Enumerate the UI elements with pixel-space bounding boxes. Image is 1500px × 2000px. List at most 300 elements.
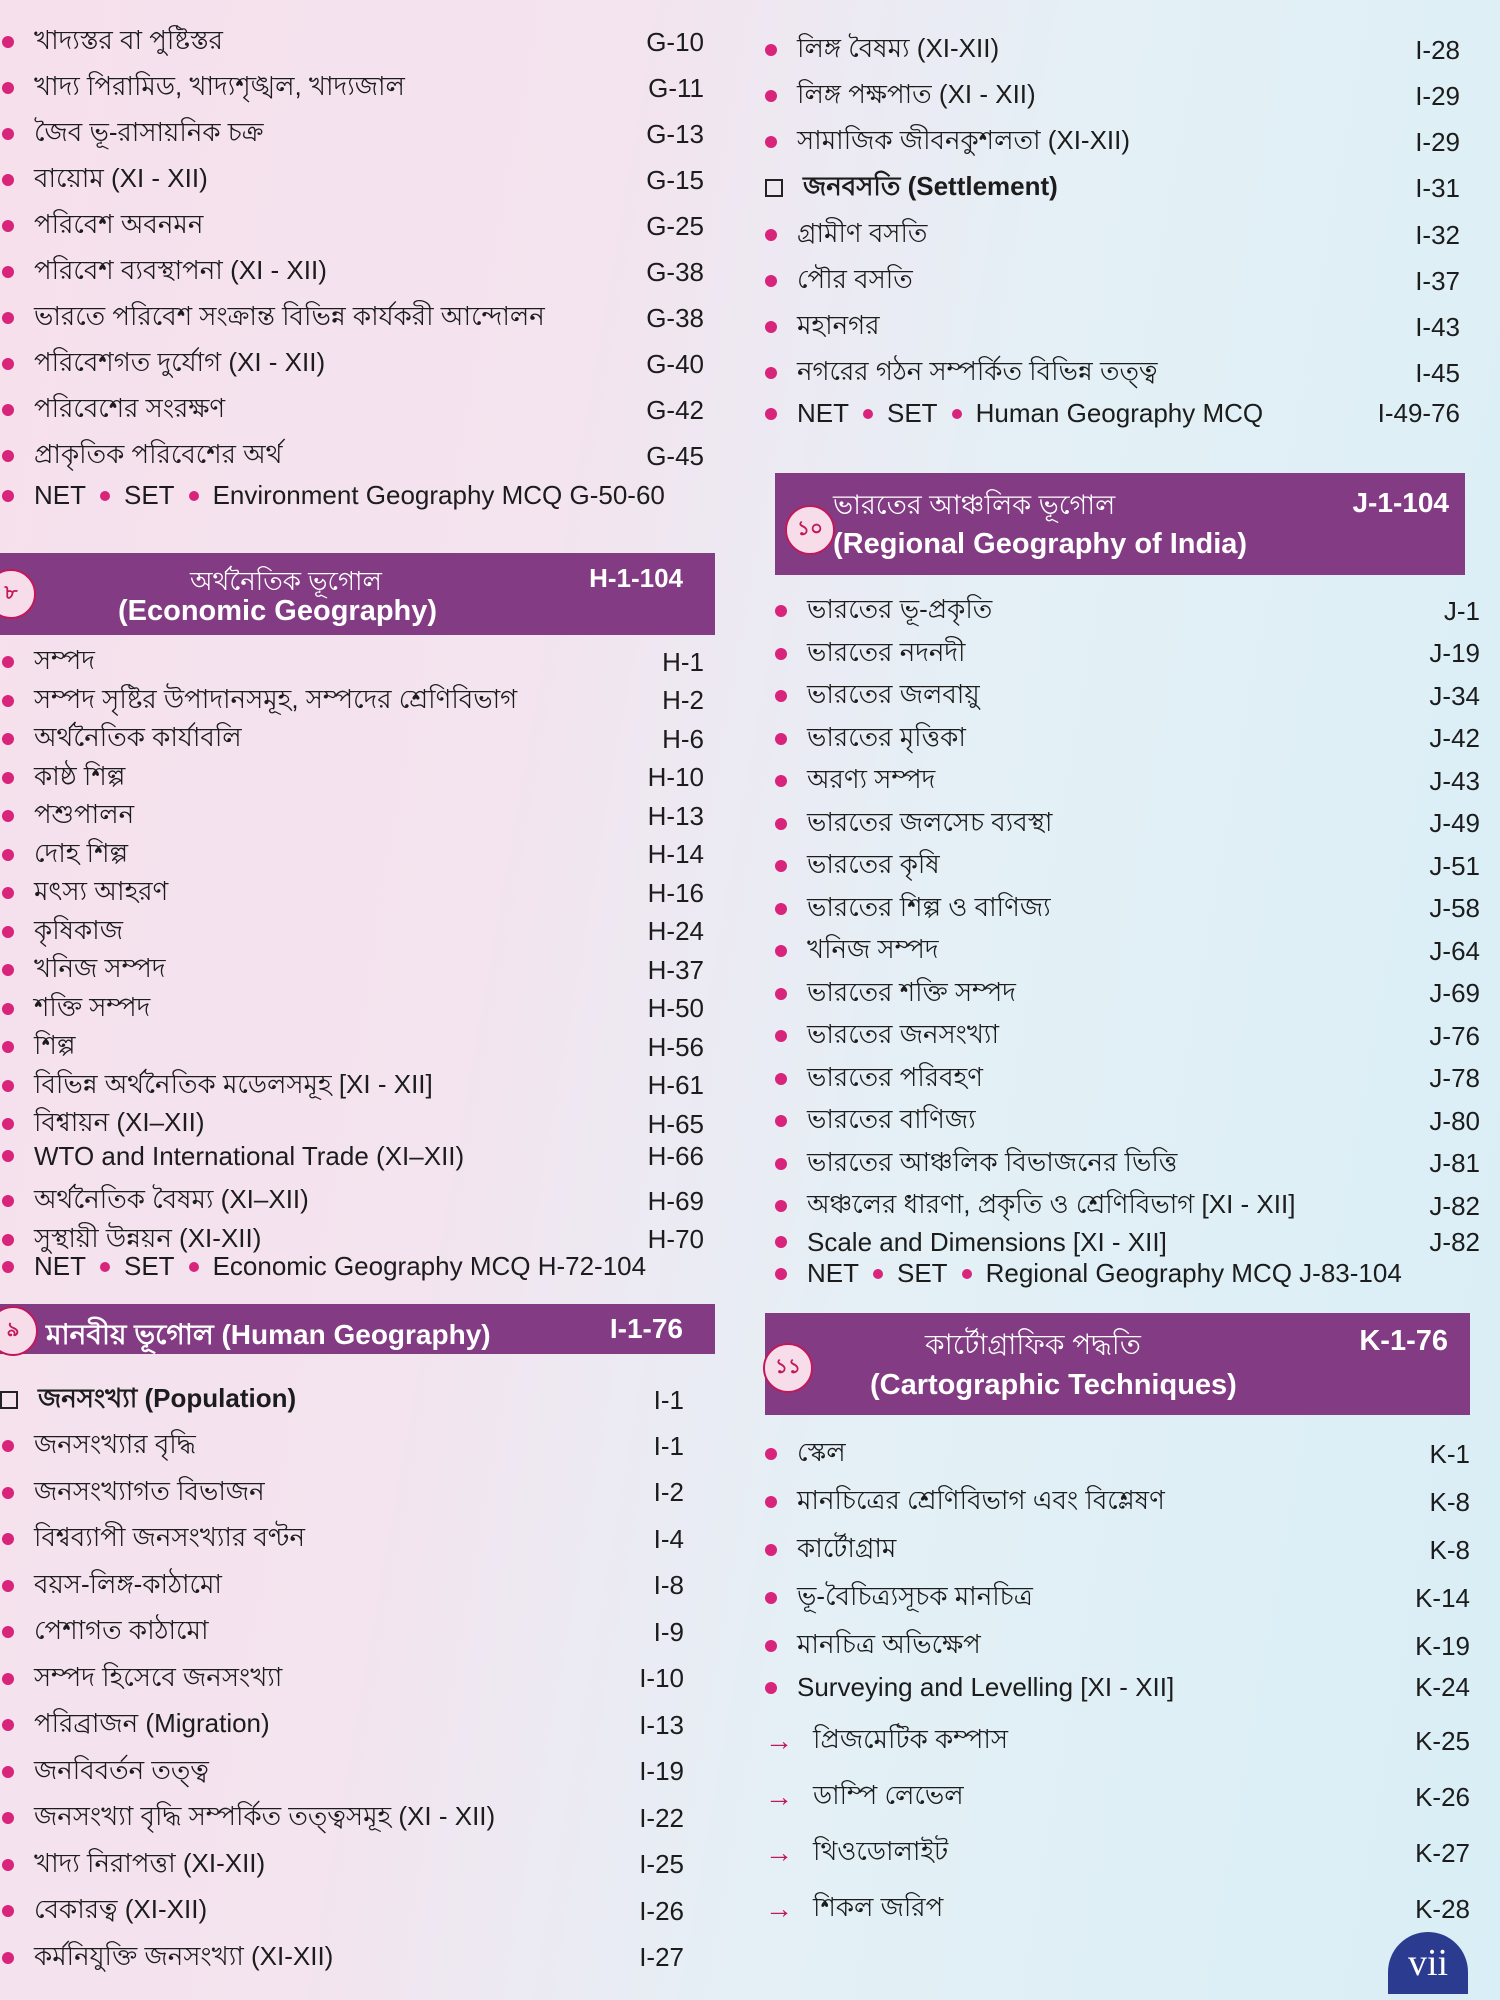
mcq-set: SET xyxy=(887,398,938,428)
bullet-icon xyxy=(962,1269,972,1279)
entry-page: I-1 xyxy=(653,1430,684,1461)
entry-left xyxy=(765,305,880,349)
toc-entry[interactable] xyxy=(2,1703,684,1747)
section-title: মানবীয় ভূগোল (Human Geography) xyxy=(46,1319,491,1350)
bullet-icon xyxy=(2,450,14,462)
toc-entry[interactable] xyxy=(2,342,704,386)
bullet-icon xyxy=(2,810,14,822)
entry-left xyxy=(2,20,223,64)
bullet-icon xyxy=(2,733,14,745)
mcq-line[interactable] xyxy=(2,1251,704,1282)
entry-left xyxy=(765,1719,1008,1763)
entry-title: জৈব ভূ-রাসায়নিক চক্র xyxy=(34,117,264,147)
bullet-icon xyxy=(2,1580,14,1592)
bullet-icon xyxy=(765,408,777,420)
entry-left xyxy=(775,632,966,676)
entry-title: শিকল জরিপ xyxy=(813,1892,944,1922)
entry-page: G-13 xyxy=(646,118,704,149)
toc-entry[interactable] xyxy=(2,1471,684,1515)
entry-left xyxy=(775,1227,1167,1258)
toc-entry[interactable] xyxy=(765,259,1460,303)
toc-entry[interactable] xyxy=(775,632,1480,676)
toc-entry[interactable] xyxy=(765,305,1460,349)
entry-page: K-26 xyxy=(1415,1781,1470,1812)
entry-page: I-25 xyxy=(639,1849,684,1879)
entry-page: I-8 xyxy=(653,1570,684,1600)
entry-title: ভারতের জলসেচ ব্যবস্থা xyxy=(807,806,1053,837)
entry-left xyxy=(2,434,283,478)
section-header xyxy=(765,1313,1470,1415)
entry-page: J-82 xyxy=(1429,1226,1480,1257)
entry-title: খাদ্য নিরাপত্তা (XI-XII) xyxy=(34,1847,266,1878)
bullet-icon xyxy=(2,1261,14,1273)
entry-left xyxy=(765,1576,1033,1620)
mcq-subject: Environment Geography MCQ G-50-60 xyxy=(212,480,665,510)
toc-entry[interactable] xyxy=(2,1025,704,1069)
entry-page: G-11 xyxy=(648,72,704,103)
arrow-right-icon: → xyxy=(765,1781,793,1812)
entry-page: I-31 xyxy=(1415,172,1460,203)
entry-left xyxy=(765,1672,1174,1703)
toc-entry[interactable] xyxy=(2,1889,684,1933)
entry-left xyxy=(765,166,1058,210)
toc-entry[interactable] xyxy=(775,1099,1480,1143)
toc-entry[interactable] xyxy=(2,66,704,110)
entry-page: H-1 xyxy=(662,646,704,677)
entry-left xyxy=(765,259,913,303)
bullet-icon xyxy=(2,695,14,707)
entry-title: ভারতের জলবায়ু xyxy=(807,679,980,709)
entry-left xyxy=(2,833,128,877)
mcq-net: NET xyxy=(807,1258,859,1288)
toc-entry[interactable] xyxy=(2,833,704,877)
entry-title: ভারতের শক্তি সম্পদ xyxy=(807,976,1016,1007)
entry-page: I-2 xyxy=(653,1477,684,1507)
entry-title: শক্তি সম্পদ xyxy=(34,991,151,1022)
toc-entry[interactable] xyxy=(765,1480,1470,1524)
toc-entry[interactable] xyxy=(765,1775,1470,1819)
section-header xyxy=(0,553,715,635)
bullet-icon xyxy=(2,772,14,784)
toc-entry[interactable] xyxy=(765,1528,1470,1572)
toc-entry[interactable] xyxy=(765,28,1460,72)
entry-left xyxy=(2,1610,208,1654)
entry-page: I-19 xyxy=(639,1756,684,1786)
entry-title: খনিজ সম্পদ xyxy=(34,953,166,983)
entry-title: ভারতের মৃত্তিকা xyxy=(807,721,966,752)
bullet-icon xyxy=(863,409,873,419)
toc-entry[interactable] xyxy=(2,1564,684,1608)
bullet-icon xyxy=(2,1626,14,1638)
mcq-net: NET xyxy=(797,398,849,428)
section-title: কার্টোগ্রাফিক পদ্ধতি xyxy=(925,1329,1141,1360)
bullet-icon xyxy=(775,1236,787,1248)
section-subtitle: (Cartographic Techniques) xyxy=(870,1369,1237,1401)
bullet-icon xyxy=(2,1812,14,1824)
toc-entry[interactable] xyxy=(2,1102,704,1146)
entry-page: I-13 xyxy=(639,1709,684,1740)
entry-left xyxy=(765,1528,896,1572)
entry-page: K-24 xyxy=(1415,1672,1470,1702)
entry-page: I-43 xyxy=(1415,311,1460,342)
bullet-icon xyxy=(2,926,14,938)
entry-left xyxy=(2,1889,207,1933)
toc-entry[interactable] xyxy=(2,1936,684,1980)
entry-title: পেশাগত কাঠামো xyxy=(34,1615,209,1645)
entry-page: I-1 xyxy=(653,1384,684,1415)
toc-entry[interactable] xyxy=(765,1887,1470,1931)
bullet-icon xyxy=(2,490,14,502)
toc-entry[interactable] xyxy=(2,434,704,478)
toc-entry[interactable] xyxy=(2,1424,684,1468)
entry-page: G-42 xyxy=(646,394,704,425)
entry-page: J-78 xyxy=(1429,1063,1480,1093)
entry-title: ভারতের নদনদী xyxy=(807,636,966,667)
entry-page: K-1 xyxy=(1429,1438,1470,1469)
entry-page: J-82 xyxy=(1429,1190,1480,1221)
bullet-icon xyxy=(2,1150,14,1162)
toc-entry[interactable] xyxy=(765,351,1460,395)
toc-entry[interactable] xyxy=(2,1657,684,1701)
entry-title: ডাম্পি লেভেল xyxy=(813,1780,964,1810)
entry-title: ভারতের কৃষি xyxy=(807,849,940,879)
mcq-subject: Regional Geography MCQ J-83-104 xyxy=(985,1258,1402,1288)
section-header xyxy=(775,473,1465,575)
entry-page: G-38 xyxy=(646,302,704,333)
toc-entry[interactable] xyxy=(2,1750,684,1794)
entry-left xyxy=(765,74,1036,118)
entry-page: H-70 xyxy=(647,1224,704,1254)
bullet-icon xyxy=(2,36,14,48)
entry-title: গ্রামীণ বসতি xyxy=(797,218,928,248)
bullet-icon xyxy=(2,1080,14,1092)
toc-entry[interactable] xyxy=(2,1064,704,1108)
toc-entry[interactable] xyxy=(775,802,1480,846)
entry-left xyxy=(2,910,123,954)
entry-page: J-69 xyxy=(1429,978,1480,1008)
toc-entry[interactable] xyxy=(2,204,704,248)
section-pages: I-1-76 xyxy=(609,1313,683,1344)
mcq-left xyxy=(2,480,665,511)
entry-left xyxy=(2,204,203,248)
entry-title: অরণ্য সম্পদ xyxy=(807,764,936,794)
entry-page: H-13 xyxy=(647,800,704,831)
entry-title: খাদ্যস্তর বা পুষ্টিস্তর xyxy=(34,25,223,55)
entry-page: J-76 xyxy=(1429,1020,1480,1051)
entry-left xyxy=(765,213,927,257)
bullet-icon xyxy=(2,1003,14,1015)
bullet-icon xyxy=(775,1158,787,1170)
bullet-icon xyxy=(765,321,777,333)
entry-left xyxy=(775,717,966,761)
bullet-icon xyxy=(2,1118,14,1130)
entry-title: বায়োম (XI - XII) xyxy=(34,163,208,193)
section-pages: J-1-104 xyxy=(1352,487,1449,518)
entry-title: মহানগর xyxy=(797,310,880,340)
entry-left xyxy=(775,802,1052,846)
entry-title: প্রিজমেটিক কম্পাস xyxy=(813,1724,1009,1754)
section-number: ৮ xyxy=(0,569,36,619)
toc-entry[interactable] xyxy=(2,640,704,684)
toc-entry[interactable] xyxy=(2,1610,684,1654)
section-number: ১০ xyxy=(785,505,835,555)
entry-page: I-32 xyxy=(1415,219,1460,250)
bullet-icon xyxy=(765,1640,777,1652)
toc-entry[interactable] xyxy=(0,1378,684,1422)
entry-page: H-61 xyxy=(647,1070,704,1100)
section-title: ভারতের আঞ্চলিক ভূগোল xyxy=(833,490,1116,520)
entry-left xyxy=(0,1378,296,1422)
toc-entry[interactable] xyxy=(2,1796,684,1840)
toc-entry[interactable] xyxy=(2,1517,684,1561)
bullet-icon xyxy=(775,1030,787,1042)
section-number: ৯ xyxy=(0,1306,38,1356)
entry-page: I-4 xyxy=(653,1523,684,1554)
entry-page: H-66 xyxy=(647,1140,704,1171)
bullet-icon xyxy=(775,860,787,872)
mcq-net: NET xyxy=(34,1251,86,1281)
bullet-icon xyxy=(2,1905,14,1917)
toc-entry[interactable] xyxy=(765,1432,1470,1476)
entry-page: G-15 xyxy=(646,164,704,195)
toc-entry[interactable] xyxy=(2,948,704,992)
toc-entry[interactable] xyxy=(2,250,704,294)
entry-title: ভারতের ভূ-প্রকৃতি xyxy=(807,594,993,624)
entry-left xyxy=(2,794,134,838)
toc-entry[interactable] xyxy=(2,158,704,202)
bullet-icon xyxy=(189,491,199,501)
entry-page: J-81 xyxy=(1429,1148,1480,1178)
toc-entry[interactable] xyxy=(2,679,704,723)
entry-page: G-45 xyxy=(646,440,704,471)
bullet-icon xyxy=(2,220,14,232)
toc-entry[interactable] xyxy=(2,1179,704,1223)
entry-page: G-25 xyxy=(646,210,704,241)
bullet-icon xyxy=(775,690,787,702)
toc-entry[interactable] xyxy=(2,20,704,64)
bullet-icon xyxy=(775,1268,787,1280)
toc-entry[interactable] xyxy=(2,112,704,156)
entry-title: পরিবেশ ব্যবস্থাপনা (XI - XII) xyxy=(34,255,327,285)
toc-entry[interactable] xyxy=(765,74,1460,118)
entry-title: শিল্প xyxy=(34,1030,76,1060)
entry-title: থিওডোলাইট xyxy=(813,1836,949,1866)
entry-title: সামাজিক জীবনকুশলতা (XI-XII) xyxy=(797,125,1131,155)
section-number: ১১ xyxy=(763,1343,813,1393)
entry-title: নগরের গঠন সম্পর্কিত বিভিন্ন তত্ত্ব xyxy=(797,356,1158,386)
entry-left xyxy=(765,1887,943,1931)
toc-entry[interactable] xyxy=(2,1141,704,1172)
section-pages: H-1-104 xyxy=(589,563,683,593)
entry-page: H-16 xyxy=(647,877,704,908)
entry-page: K-8 xyxy=(1429,1486,1470,1517)
entry-page: H-69 xyxy=(647,1185,704,1216)
toc-entry[interactable] xyxy=(2,794,704,838)
entry-page: J-43 xyxy=(1429,765,1480,796)
entry-left xyxy=(2,1564,222,1608)
toc-entry[interactable] xyxy=(775,589,1480,633)
bullet-icon xyxy=(2,128,14,140)
toc-entry[interactable] xyxy=(765,1672,1470,1703)
entry-page: J-49 xyxy=(1429,808,1480,838)
entry-left xyxy=(2,640,95,684)
bullet-icon xyxy=(2,312,14,324)
mcq-line[interactable] xyxy=(765,398,1460,429)
entry-left xyxy=(2,756,125,800)
entry-left xyxy=(2,1424,196,1468)
entry-left xyxy=(2,112,264,156)
mcq-subject: Human Geography MCQ xyxy=(975,398,1264,428)
toc-entry[interactable] xyxy=(775,844,1480,888)
toc-entry[interactable] xyxy=(765,120,1460,164)
toc-entry[interactable] xyxy=(775,887,1480,931)
section-subtitle: (Economic Geography) xyxy=(118,595,438,627)
bullet-icon xyxy=(2,174,14,186)
bullet-icon xyxy=(775,1073,787,1085)
mcq-set: SET xyxy=(897,1258,948,1288)
mcq-left xyxy=(775,1258,1402,1289)
toc-entry[interactable] xyxy=(2,296,704,340)
entry-title: কার্টোগ্রাম xyxy=(797,1533,897,1563)
toc-entry[interactable] xyxy=(2,1843,684,1887)
toc-entry[interactable] xyxy=(765,1576,1470,1620)
bullet-icon xyxy=(873,1269,883,1279)
entry-page: H-50 xyxy=(647,993,704,1023)
mcq-line[interactable] xyxy=(2,480,704,511)
toc-entry[interactable] xyxy=(775,759,1480,803)
entry-page: J-64 xyxy=(1429,935,1480,966)
entry-title: বিশ্বব্যাপী জনসংখ্যার বণ্টন xyxy=(34,1522,305,1552)
entry-left xyxy=(775,1184,1295,1228)
entry-title: পরিবেশগত দুর্যোগ (XI - XII) xyxy=(34,347,326,377)
entry-left xyxy=(765,28,999,72)
toc-entry[interactable] xyxy=(2,987,704,1031)
entry-title: লিঙ্গ বৈষম্য (XI-XII) xyxy=(797,33,1000,63)
toc-entry[interactable] xyxy=(765,1624,1470,1668)
entry-page: G-40 xyxy=(646,348,704,379)
bullet-icon xyxy=(2,1719,14,1731)
toc-entry[interactable] xyxy=(2,717,704,761)
entry-title: জনবসতি (Settlement) xyxy=(803,171,1058,201)
bullet-icon xyxy=(2,964,14,976)
checkbox-icon xyxy=(765,179,783,197)
entry-title: বয়স-লিঙ্গ-কাঠামো xyxy=(34,1568,222,1599)
arrow-right-icon: → xyxy=(765,1893,793,1924)
toc-entry[interactable] xyxy=(775,717,1480,761)
entry-title: কর্মনিযুক্তি জনসংখ্যা (XI-XII) xyxy=(34,1940,334,1971)
toc-entry[interactable] xyxy=(775,1057,1480,1101)
entry-page: H-6 xyxy=(662,723,704,754)
toc-entry[interactable] xyxy=(775,1184,1480,1228)
entry-page: I-26 xyxy=(639,1895,684,1926)
entry-left xyxy=(2,1703,270,1747)
bullet-icon xyxy=(775,1200,787,1212)
entry-title: WTO and International Trade (XI–XII) xyxy=(34,1140,465,1171)
bullet-icon xyxy=(765,1496,777,1508)
arrow-right-icon: → xyxy=(765,1725,793,1756)
entry-left xyxy=(2,1102,204,1146)
bullet-icon xyxy=(775,818,787,830)
toc-entry[interactable] xyxy=(765,166,1460,210)
toc-entry[interactable] xyxy=(765,1831,1470,1875)
section-header xyxy=(0,1304,715,1354)
toc-entry[interactable] xyxy=(2,756,704,800)
bullet-icon xyxy=(765,275,777,287)
toc-entry[interactable] xyxy=(775,929,1480,973)
toc-entry[interactable] xyxy=(775,1142,1480,1186)
entry-left xyxy=(2,1657,282,1701)
entry-page: K-14 xyxy=(1415,1582,1470,1613)
toc-entry[interactable] xyxy=(765,1719,1470,1763)
entry-title: সুস্থায়ী উন্নয়ন (XI-XII) xyxy=(34,1222,262,1253)
toc-entry[interactable] xyxy=(775,1227,1480,1258)
bullet-icon xyxy=(765,229,777,241)
entry-title: প্রাকৃতিক পরিবেশের অর্থ xyxy=(34,439,283,469)
entry-title: মানচিত্রের শ্রেণিবিভাগ এবং বিশ্লেষণ xyxy=(797,1485,1165,1515)
bullet-icon xyxy=(2,1859,14,1871)
toc-entry[interactable] xyxy=(775,674,1480,718)
entry-title: পরিব্রাজন (Migration) xyxy=(34,1708,270,1738)
entry-title: পরিবেশ অবনমন xyxy=(34,209,204,239)
arrow-right-icon: → xyxy=(765,1837,793,1868)
entry-page: J-51 xyxy=(1429,850,1480,881)
bullet-icon xyxy=(765,136,777,148)
toc-entry[interactable] xyxy=(775,1014,1480,1058)
bullet-icon xyxy=(100,1262,110,1272)
entry-left xyxy=(2,1141,464,1172)
entry-page: K-19 xyxy=(1415,1630,1470,1661)
toc-entry[interactable] xyxy=(2,871,704,915)
mcq-left xyxy=(765,398,1263,429)
bullet-icon xyxy=(765,1682,777,1694)
entry-left xyxy=(765,1480,1165,1524)
entry-left xyxy=(775,887,1051,931)
entry-page: J-58 xyxy=(1429,893,1480,923)
entry-left xyxy=(775,844,940,888)
entry-left xyxy=(775,1057,983,1101)
entry-title: ভারতের বাণিজ্য xyxy=(807,1104,976,1134)
bullet-icon xyxy=(2,1041,14,1053)
toc-entry[interactable] xyxy=(775,972,1480,1016)
bullet-icon xyxy=(765,1544,777,1556)
entry-left xyxy=(2,871,168,915)
entry-page: J-1 xyxy=(1443,595,1480,626)
section-pages: K-1-76 xyxy=(1359,1325,1448,1357)
entry-title: পরিবেশের সংরক্ষণ xyxy=(34,393,226,423)
entry-title: অর্থনৈতিক বৈষম্য (XI–XII) xyxy=(34,1184,309,1214)
entry-left xyxy=(765,351,1157,395)
mcq-subject: Economic Geography MCQ H-72-104 xyxy=(212,1251,647,1281)
entry-left xyxy=(765,1831,948,1875)
toc-entry[interactable] xyxy=(765,213,1460,257)
entry-title: বিভিন্ন অর্থনৈতিক মডেলসমূহ [XI - XII] xyxy=(34,1068,433,1099)
entry-page: H-24 xyxy=(647,916,704,946)
entry-page: J-19 xyxy=(1429,638,1480,668)
entry-title: দোহ শিল্প xyxy=(34,837,129,868)
toc-entry[interactable] xyxy=(2,910,704,954)
mcq-pages: I-49-76 xyxy=(1377,398,1460,428)
entry-left xyxy=(765,1432,846,1476)
entry-title: বিশ্বায়ন (XI–XII) xyxy=(34,1107,205,1137)
bullet-icon xyxy=(2,1952,14,1964)
entry-page: I-9 xyxy=(653,1616,684,1647)
mcq-line[interactable] xyxy=(775,1258,1485,1289)
entry-page: K-8 xyxy=(1429,1534,1470,1565)
toc-entry[interactable] xyxy=(2,388,704,432)
entry-page: I-37 xyxy=(1415,265,1460,296)
entry-title: লিঙ্গ পক্ষপাত (XI - XII) xyxy=(797,79,1036,109)
entry-title: খাদ্য পিরামিড, খাদ্যশৃঙ্খল, খাদ্যজাল xyxy=(34,71,405,101)
